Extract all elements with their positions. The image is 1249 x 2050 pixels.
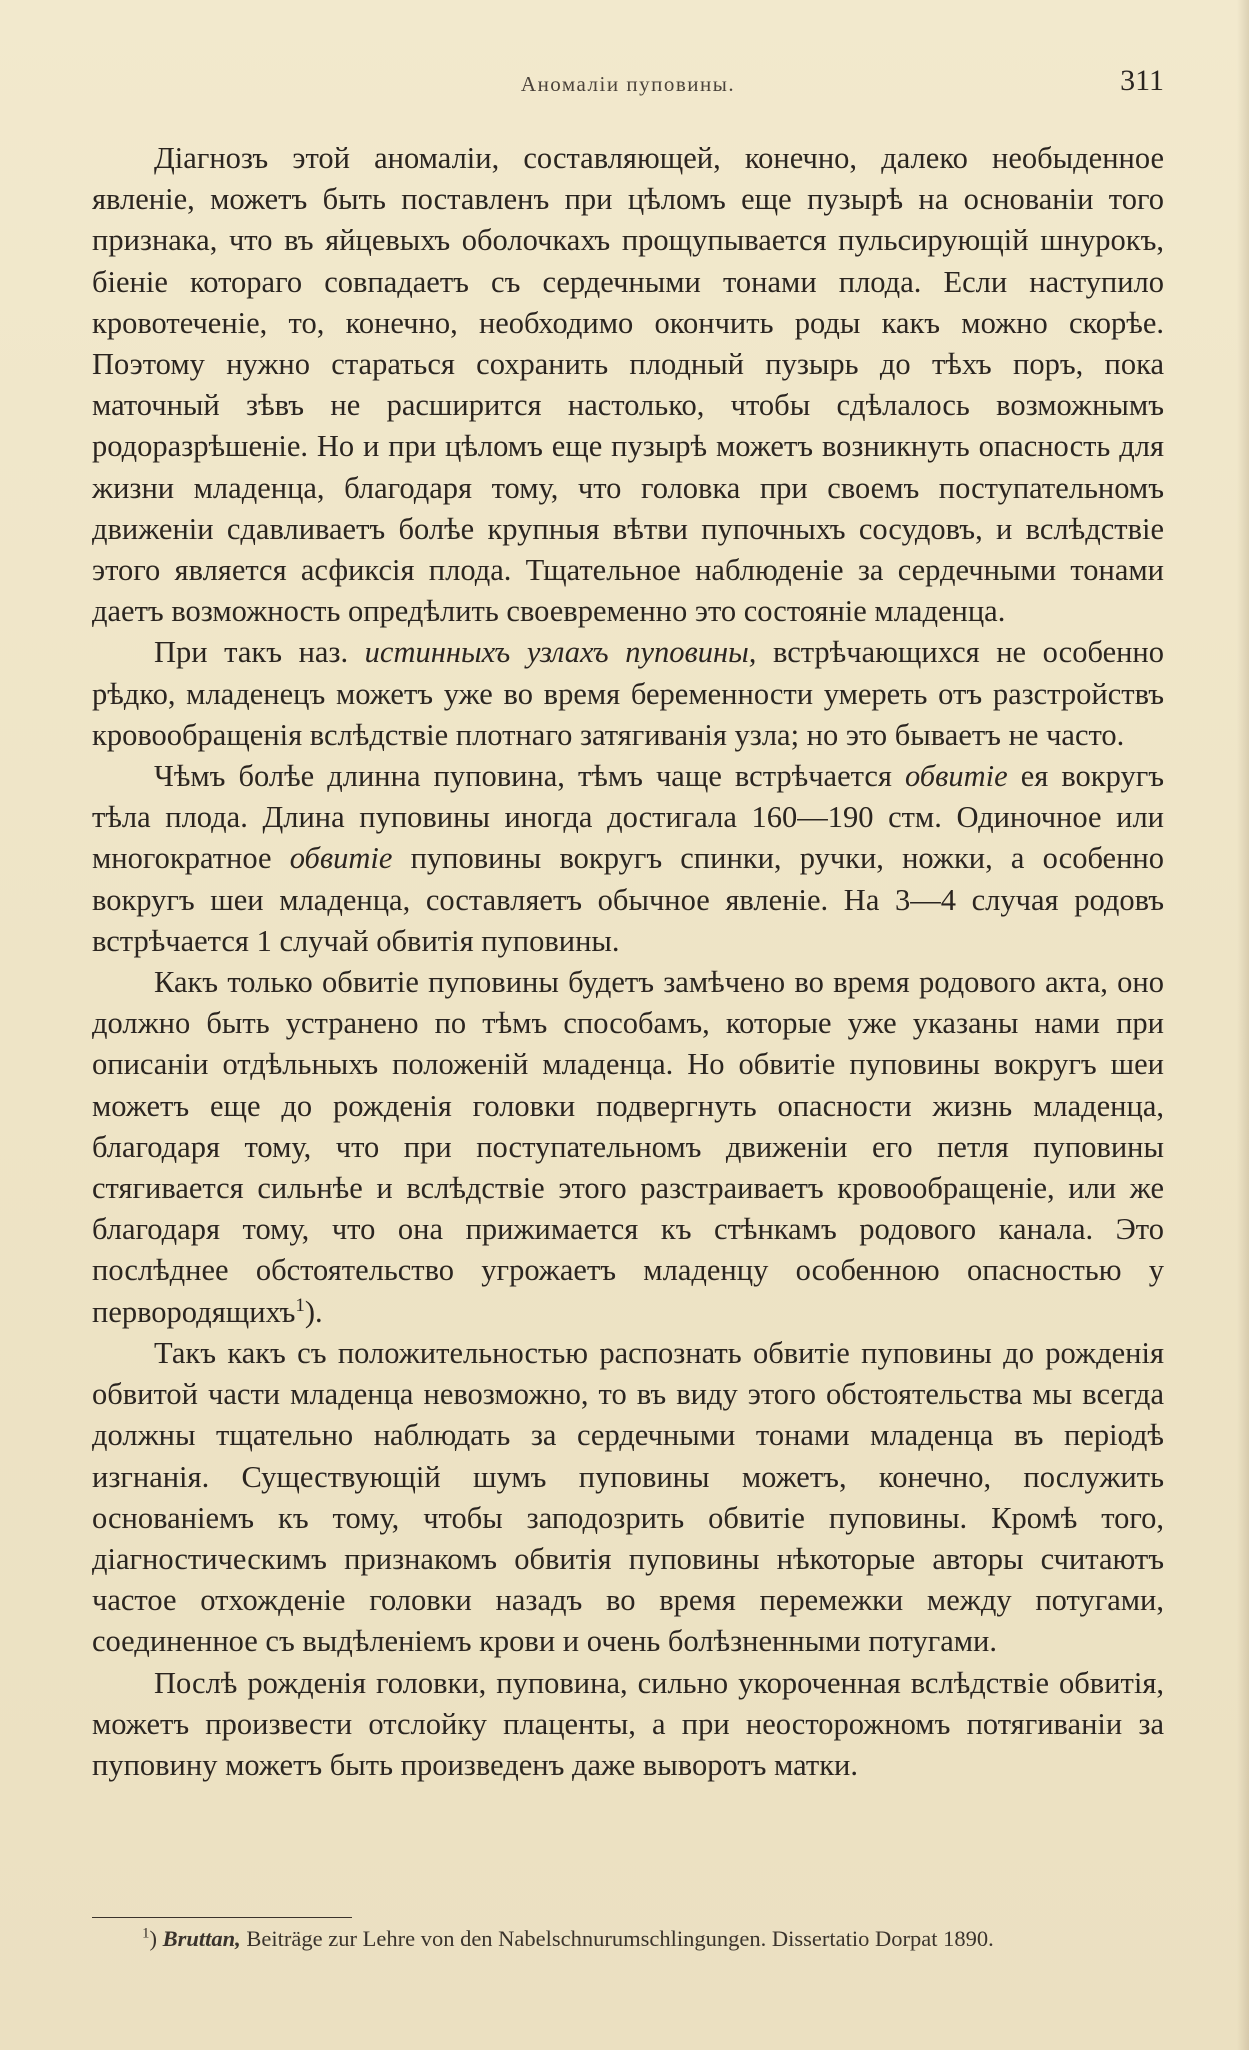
footnote [92, 1922, 1164, 1955]
footnote-divider [92, 1917, 352, 1918]
paragraph-text: Такъ какъ съ положительностью распознать обвитіе пуповины до рожденія обвитой части младенца невозможно, то въ виду этого обстоятельства мы всегда должны тщательно наблюдать за сердечными тонами младенца въ періодѣ изгнанія. Существующій шумъ пуповины можетъ, конечно, послужить основаніемъ къ тому, чтобы заподозрить обвитіе пуповины. Кромѣ того, діагностическимъ признакомъ обвитія пуповины нѣкоторые авторы считаютъ частое отхожденіе головки назадъ во время перемежки между потугами, соединенное съ выдѣленіемъ крови и очень болѣзненными потугами. [92, 1335, 1164, 1659]
italic-term: истинныхъ узлахъ пуповины, [364, 635, 757, 670]
footnote-marker-close: ) [149, 1926, 157, 1951]
paragraph-text: пуповины вокругъ спинки, ручки, ножки, а особенно вокругъ шеи младенца, составляетъ обычное явленіе. На 3—4 случая родовъ встрѣчается 1 случай обвитія пуповины. [92, 841, 1164, 958]
footnote-reference: 1 [295, 1294, 305, 1316]
paragraph-after-birth [92, 1663, 1164, 1787]
paragraph-text: Чѣмъ болѣе длинна пуповина, тѣмъ чаще встрѣчается [154, 759, 905, 794]
paragraph-removal [92, 962, 1164, 1333]
paragraph-text: ея вокругъ тѣла плода. Длина пуповины иногда достигала 160—190 стм. Одиночное или многократное [92, 759, 1164, 876]
page-edge-shadow [1237, 0, 1249, 2050]
footnote-text: Beiträge zur Lehre von den Nabelschnurumschlingungen. Dissertatio Dorpat 1890. [240, 1926, 994, 1951]
italic-term: обвитіе [289, 841, 393, 876]
footnote-author: Bruttan, [162, 1926, 241, 1951]
paragraph-text: ). [304, 1294, 323, 1329]
paragraph-entanglement [92, 756, 1164, 962]
italic-term: обвитіе [904, 759, 1008, 794]
running-head: Аномаліи пуповины. [520, 72, 736, 96]
paragraph-true-knots [92, 632, 1164, 756]
paragraph-text: встрѣчающихся не особенно рѣдко, младенецъ можетъ уже во время беременности умереть отъ разстройствъ кровообращенія вслѣдствіе плотнаго затягиванія узла; но это бываетъ не часто. [92, 635, 1164, 752]
paragraph-text: При такъ наз. [154, 635, 365, 670]
footnote-marker: 1 [142, 1925, 150, 1942]
main-text [92, 138, 1164, 1786]
paragraph-text: Послѣ рожденія головки, пуповина, сильно укороченная вслѣдствіе обвитія, можетъ произвести отслойку плаценты, а при неосторожномъ потягиваніи за пуповину можетъ быть произведенъ даже выворотъ матки. [92, 1665, 1164, 1782]
paragraph-text: Діагнозъ этой аномаліи, составляющей, конечно, далеко необыденное явленіе, можетъ быть поставленъ при цѣломъ еще пузырѣ на основаніи того признака, что въ яйцевыхъ оболочкахъ прощупывается пульсирующій шнурокъ, біеніе котораго совпадаетъ съ сердечными тонами плода. Если наступило кровотеченіе, то, конечно, необходимо окончить роды какъ можно скорѣе. Поэтому нужно стараться сохранить плодный пузырь до тѣхъ поръ, пока маточный зѣвъ не расширится настолько, чтобы сдѣлалось возможнымъ родоразрѣшеніе. Но и при цѣломъ еще пузырѣ можетъ возникнуть опасность для жизни младенца, благодаря тому, что головка при своемъ поступательномъ движеніи сдавливаетъ болѣе крупныя вѣтви пупочныхъ сосудовъ, и вслѣдствіе этого является асфиксія плода. Тщательное наблюденіе за сердечными тонами даетъ возможность опредѣлить своевременно это состояніе младенца. [92, 141, 1164, 629]
paragraph-observation [92, 1333, 1164, 1663]
paragraph-text: Какъ только обвитіе пуповины будетъ замѣчено во время родового акта, оно должно быть устранено по тѣмъ способамъ, которые уже указаны нами при описаніи отдѣльныхъ положеній младенца. Но обвитіе пуповины вокругъ шеи можетъ еще до рожденія головки подвергнуть опасности жизнь младенца, благодаря тому, что при поступательномъ движеніи его петля пуповины стягивается сильнѣе и вслѣдствіе этого разстраиваетъ кровообращеніе, или же благодаря тому, что она прижимается къ стѣнкамъ родового канала. Это послѣднее обстоятельство угрожаетъ младенцу особенною опасностью у первородящихъ [92, 965, 1164, 1329]
paragraph-diagnosis [92, 138, 1164, 632]
page-header [92, 64, 1164, 104]
page-number: 311 [1120, 64, 1164, 97]
